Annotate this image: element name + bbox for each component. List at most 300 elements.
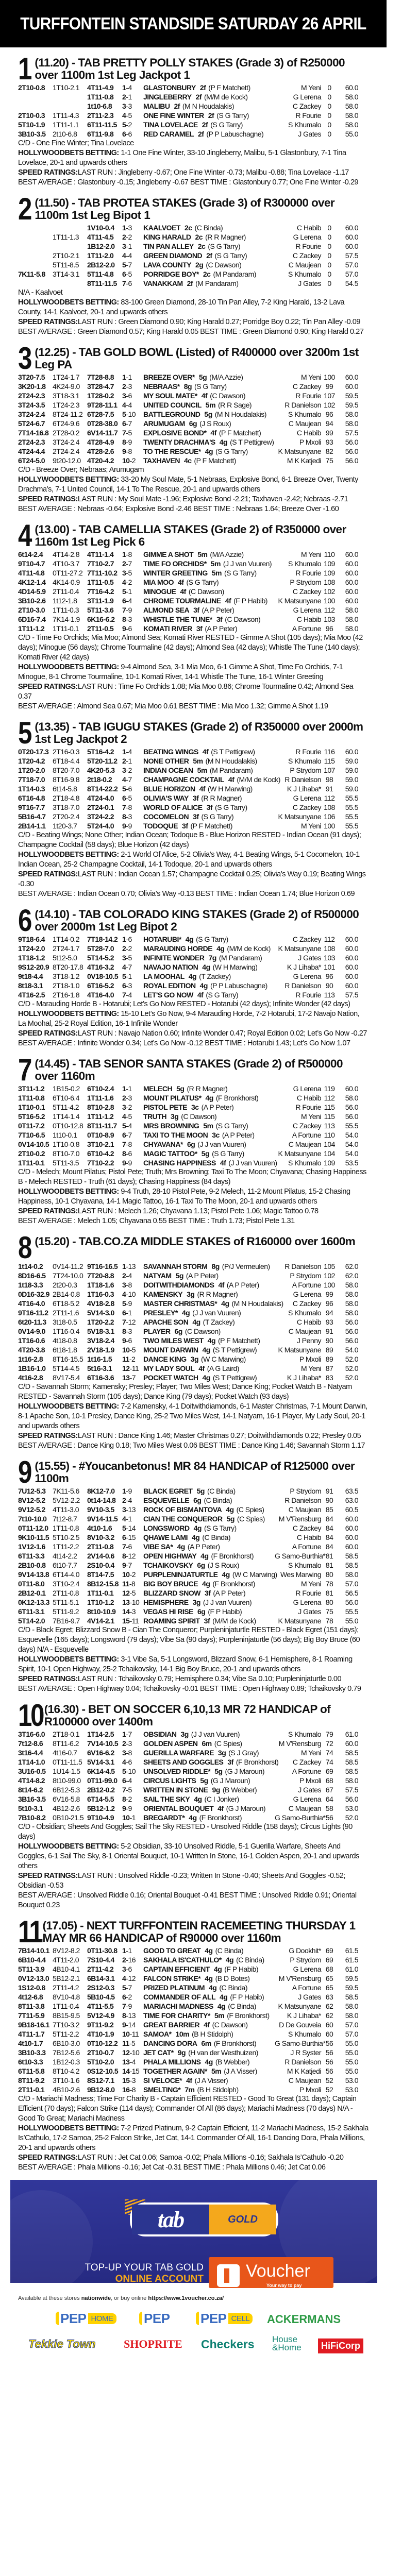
horse-name[interactable]: WORLD OF ALICE [143, 803, 203, 811]
horse-name[interactable]: MELECH [143, 1084, 173, 1093]
horse-name[interactable]: HEMISPHERE [143, 1598, 189, 1606]
draw: -3 [126, 1739, 132, 1748]
runner-horse [143, 1730, 275, 1739]
runner-row[interactable] [18, 756, 358, 766]
runner-row[interactable] [18, 129, 358, 139]
runner-row[interactable] [18, 1570, 358, 1579]
horse-name[interactable]: MY SOUL MATE* [143, 392, 197, 400]
runner-row[interactable] [18, 1505, 358, 1514]
horse-name[interactable]: ARUMUGAM [143, 419, 185, 428]
runners-table [18, 1730, 358, 1822]
horse-name[interactable]: JINGLEBERRY [143, 93, 192, 101]
runner-row[interactable] [18, 1992, 358, 2002]
best-average-line: BEST AVERAGE : Green Diamond 0.57; King Harald 0.05 BEST TIME : Green Diamond 0.90; King Harald 0.27 [18, 328, 364, 336]
availability-url-link[interactable]: https://www.1voucher.co.za/ [148, 2295, 224, 2301]
form-2: 8T20-7.0 [53, 766, 80, 774]
runner-row[interactable] [18, 1579, 358, 1588]
horse-name[interactable]: ROYAL EDITION [143, 981, 196, 990]
horse-name[interactable]: TAXI TO THE MOON [143, 1131, 208, 1139]
runner-row[interactable] [18, 962, 358, 972]
runner-row[interactable] [18, 944, 358, 953]
runner-row[interactable] [18, 1354, 358, 1364]
runner-row[interactable] [18, 1813, 358, 1822]
horse-name[interactable]: VIBE SA* [143, 1543, 173, 1551]
draw: -6 [126, 1149, 132, 1158]
runner-row[interactable] [18, 624, 358, 633]
form-3: 1t16-1.5 [87, 1355, 112, 1363]
horse-name[interactable]: FALCON STRIKE* [143, 1974, 201, 1982]
form-3: 2T11-2.3 [87, 111, 114, 120]
horse-name[interactable]: TODOQUE [143, 822, 178, 830]
horse-name[interactable]: CHYAVANA* [143, 1140, 183, 1148]
form-1: 4T16-4.0 [18, 1299, 45, 1308]
horse-name[interactable]: MARAUDING HORDE [143, 944, 213, 953]
runner-row[interactable] [18, 1121, 358, 1130]
horse-name[interactable]: TRUTH [143, 1112, 166, 1121]
horse-name[interactable]: APACHE SON [143, 1318, 189, 1326]
runner-row[interactable] [18, 1262, 358, 1271]
saddle-cloth-number: 13 [122, 2058, 130, 2066]
runner-row[interactable] [18, 1739, 358, 1748]
runner-row[interactable] [18, 1364, 358, 1373]
horse-age-sex: 6m [202, 1739, 212, 1748]
horse-name[interactable]: MOUNT PILATUS* [143, 1094, 202, 1102]
race-header [18, 1230, 368, 1265]
horse-name[interactable]: ROCK OF BISMANTOVA [143, 1505, 222, 1514]
saddle-cloth-number: 1 [122, 373, 126, 381]
runner-row[interactable] [18, 1336, 358, 1345]
runner-row[interactable] [18, 1149, 358, 1158]
runner-row[interactable] [18, 1804, 358, 1813]
runner-row[interactable] [18, 1785, 358, 1794]
runner-horse [143, 456, 275, 465]
horse-name[interactable]: KOMATI RIVER [143, 624, 192, 633]
horse-name[interactable]: MAGIC TATTOO* [143, 1149, 197, 1158]
horse-name[interactable]: UNSOLVED RIDDLE* [143, 1767, 211, 1775]
horse-name[interactable]: INFINITE WONDER [143, 954, 205, 962]
horse-name[interactable]: WINTER GREETING [143, 569, 208, 577]
horse-name[interactable]: PISTOL PETE [143, 1103, 188, 1111]
runner-row[interactable] [18, 935, 358, 944]
draw: -8 [126, 1140, 132, 1148]
runner-row[interactable] [18, 1748, 358, 1757]
horse-name[interactable]: EXPLOSIVE BOND* [143, 429, 207, 437]
runner-row[interactable] [18, 1964, 358, 1974]
weight: 59.0 [345, 757, 358, 765]
draw: -5 [129, 2039, 136, 2047]
horse-name[interactable]: ALMOND SEA [143, 606, 190, 614]
runner-row[interactable] [18, 232, 358, 242]
runner-row[interactable] [18, 1084, 358, 1093]
draw: -5 [126, 429, 132, 437]
betting-line [18, 1009, 368, 1029]
horse-name[interactable]: MIA MOO [143, 578, 174, 586]
horse-name[interactable]: PORRIDGE BOY* [143, 270, 199, 278]
runner-row[interactable] [18, 559, 358, 568]
runners-table [18, 1486, 358, 1625]
horse-name[interactable]: MALIBU [143, 102, 170, 110]
runner-row[interactable] [18, 2020, 358, 2029]
form-2: 8t10-99.0 [53, 1776, 81, 1785]
runner-row[interactable] [18, 1140, 358, 1149]
horse-name[interactable]: MASTER CHRISTMAS* [143, 1299, 217, 1308]
horse-name[interactable]: LA MOOHAL [143, 972, 185, 980]
horse-name[interactable]: NONE OTHER [143, 757, 189, 765]
runner-row[interactable] [18, 400, 358, 410]
horse-name[interactable]: TIN PAN ALLEY [143, 242, 194, 250]
horse-name[interactable]: INDIAN OCEAN [143, 766, 193, 774]
horse-name[interactable]: QHAWE LAMI [143, 1533, 188, 1541]
horse-name[interactable]: GREAT BARRIER [143, 2021, 200, 2029]
runner-row[interactable] [18, 1794, 358, 1804]
horse-name[interactable]: PHALA MILLIONS [143, 2058, 201, 2066]
horse-name[interactable]: RED CARAMEL [143, 130, 194, 138]
horse-name[interactable]: ORIENTAL BOUQUET [143, 1804, 214, 1812]
weight: 60.0 [345, 1543, 358, 1551]
horse-name[interactable]: KAMENSKY [143, 1290, 183, 1298]
runner-row[interactable] [18, 2048, 358, 2057]
tab-gold-logo [125, 2199, 279, 2234]
runner-row[interactable] [18, 747, 358, 756]
weight: 58.0 [345, 1776, 358, 1785]
horse-name[interactable]: NAVAJO NATION [143, 963, 198, 971]
horse-name[interactable]: TIME FO ORCHIDS* [143, 560, 207, 568]
merit-rating: 103 [324, 954, 335, 962]
horse-name[interactable]: GLASTONBURY [143, 83, 196, 92]
horse-name[interactable]: UNITED COUNCIL [143, 401, 202, 409]
horse-name[interactable]: VANAKKAM [143, 279, 183, 287]
runner-row[interactable] [18, 1290, 358, 1299]
runner-row[interactable] [18, 1345, 358, 1354]
horse-name[interactable]: MINOGUE [143, 587, 176, 596]
horse-name[interactable]: BIG BOY BRUCE [143, 1580, 198, 1588]
horse-name[interactable]: SHEETS AND GOGGLES [143, 1758, 224, 1766]
horse-name[interactable]: PLAYER [143, 1327, 171, 1335]
trainer: (P F Matchett) [208, 83, 250, 92]
runner-row[interactable] [18, 1523, 358, 1533]
horse-name[interactable]: PRIZED PLATINUM [143, 1984, 205, 1992]
horse-name[interactable]: BATTLEGROUND [143, 410, 200, 418]
horse-name[interactable]: PRESLEY* [143, 1309, 178, 1317]
horse-name[interactable]: MOUNT DARWIN [143, 1346, 198, 1354]
runner-row[interactable] [18, 260, 358, 269]
runner-row[interactable] [18, 242, 358, 251]
horse-name[interactable]: SI VELOCE* [143, 2076, 182, 2084]
saddle-cloth-number: 8 [122, 1327, 126, 1335]
merit-rating: 116 [324, 748, 335, 756]
horse-name[interactable]: CHROME TOURMALINE [143, 597, 221, 605]
horse-name[interactable]: BEATING WINGS [143, 748, 198, 756]
jockey: M Yeni [300, 83, 321, 92]
horse-name[interactable]: LET'S GO NOW [143, 991, 193, 999]
horse-age-sex: 2f [208, 111, 214, 120]
runner-row[interactable] [18, 953, 358, 962]
horse-name[interactable]: GOOD TO GREAT [143, 1946, 201, 1955]
runner-row[interactable] [18, 1730, 358, 1739]
runner-row[interactable] [18, 120, 358, 129]
horse-name[interactable]: VEGAS HI RISE [143, 1607, 193, 1616]
horse-name[interactable]: DANCE KING [143, 1355, 187, 1363]
horse-name[interactable]: ESQUEVELLE [143, 1496, 190, 1504]
runner-horse [143, 1757, 279, 1767]
runner-row[interactable] [18, 1271, 358, 1280]
draw: -7 [126, 963, 132, 971]
horse-age-sex: 6m [201, 2039, 211, 2047]
form-2: 2T11-0.4 [53, 587, 79, 596]
horse-name[interactable]: ROAMING SPIRIT [143, 1617, 200, 1625]
horse-name[interactable]: MRS BROWNING [143, 1122, 199, 1130]
runner-row[interactable] [18, 1598, 358, 1607]
runner-row[interactable] [18, 1317, 358, 1327]
runner-row[interactable] [18, 1093, 358, 1103]
jockey: J Penny [296, 1336, 321, 1345]
runner-row[interactable] [18, 1607, 358, 1616]
form-3: 5T28-7.0 [87, 944, 114, 953]
runner-horse [143, 935, 275, 944]
horse-name[interactable]: WHISTLE THE TUNE* [143, 615, 212, 623]
runner-row[interactable] [18, 596, 358, 605]
horse-name[interactable]: MY LADY SOUL [143, 1364, 195, 1372]
runner-row[interactable] [18, 821, 358, 831]
form-3: 1T11-1.2 [87, 1112, 114, 1121]
runner-row[interactable] [18, 972, 358, 981]
horse-name[interactable]: SAKHALA IS'CATHULO* [143, 1956, 222, 1964]
voucher-name: Voucher [246, 2261, 310, 2281]
runner-row[interactable] [18, 2029, 358, 2039]
runner-row[interactable] [18, 223, 358, 232]
runner-row[interactable] [18, 550, 358, 559]
horse-name[interactable]: NATYAM [143, 1272, 172, 1280]
horse-name[interactable]: LONGSWORD [143, 1524, 190, 1532]
runner-row[interactable] [18, 1955, 358, 1964]
runner-row[interactable] [18, 419, 358, 428]
horse-name[interactable]: DANCING DORA [143, 2039, 197, 2047]
runner-row[interactable] [18, 269, 358, 279]
runner-row[interactable] [18, 428, 358, 437]
horse-name[interactable]: NEBRAAS* [143, 382, 180, 391]
horse-name[interactable]: CHASING HAPPINESS [143, 1159, 216, 1167]
runner-row[interactable] [18, 605, 358, 615]
horse-name[interactable]: GIMME A SHOT [143, 550, 194, 558]
form-3: 5V14-3.0 [87, 1309, 114, 1317]
horse-name[interactable]: BLUE HORIZON [143, 785, 195, 793]
jockey: K J Lihaba* [287, 785, 321, 793]
runner-row[interactable] [18, 1112, 358, 1121]
runner-row[interactable] [18, 1280, 358, 1290]
horse-name[interactable]: CIAN THE CONQUEROR [143, 1515, 223, 1523]
runner-number [122, 1579, 143, 1588]
merit-rating: 75 [325, 456, 333, 465]
merit-rating: 0 [327, 279, 331, 287]
jockey: P Strydom [290, 766, 321, 774]
merit-rating: 103 [324, 615, 335, 623]
horse-name[interactable]: SMELTING* [143, 2086, 181, 2094]
runner-row[interactable] [18, 1373, 358, 1382]
runner-row[interactable] [18, 578, 358, 587]
horse-name[interactable]: ONE FINE WINTER [143, 111, 204, 120]
runner-row[interactable] [18, 251, 358, 260]
jockey: M Yeni [300, 1749, 321, 1757]
runner-row[interactable] [18, 1551, 358, 1561]
horse-name[interactable]: KING HARALD [143, 233, 191, 241]
runner-number [122, 1598, 143, 1607]
horse-name[interactable]: TWO MILES WEST [143, 1336, 204, 1345]
betting-odds: 15-10 Let’s Go Now, 9-4 Marauding Horde, 7-2 Hotarubi, 17-2 Navajo Nation, La Moohal, 25-2 Royal Edition, 16-1 Infinite Wonder [18, 1010, 360, 1028]
runner-row[interactable] [18, 775, 358, 784]
runner-row[interactable] [18, 990, 358, 999]
horse-name[interactable]: CIRCUS LIGHTS [143, 1776, 196, 1785]
runner-number [122, 242, 143, 251]
store-logo-pep-home [56, 2311, 116, 2327]
horse-name[interactable]: TCHAIKOVSKY [143, 1561, 193, 1569]
runner-row[interactable] [18, 1974, 358, 1983]
runner-row[interactable] [18, 1514, 358, 1523]
horse-name[interactable]: DOITWITHDIAMONDS [143, 1281, 214, 1289]
horse-name[interactable]: WRITTEN IN STONE [143, 1786, 208, 1794]
horse-name[interactable]: TOGETHER AGAIN* [143, 2067, 207, 2075]
runner-row[interactable] [18, 1496, 358, 1505]
horse-name[interactable]: HOTARUBI* [143, 935, 181, 943]
runner-row[interactable] [18, 1776, 358, 1785]
horse-name[interactable]: OBSIDIAN [143, 1730, 177, 1738]
runner-row[interactable] [18, 2085, 358, 2094]
runner-row[interactable] [18, 410, 358, 419]
horse-name[interactable]: OPEN HIGHWAY [143, 1552, 197, 1560]
runner-row[interactable] [18, 793, 358, 803]
form-3: 8V10-3.2 [87, 1533, 114, 1541]
horse-name[interactable]: TO THE RESCUE* [143, 447, 201, 455]
horse-name[interactable]: COCOMELON [143, 812, 189, 821]
horse-name[interactable]: SAVANNAH STORM [143, 1262, 208, 1270]
runner-row[interactable] [18, 2002, 358, 2011]
runner-row[interactable] [18, 1299, 358, 1308]
race-notes [18, 288, 368, 337]
runner-row[interactable] [18, 568, 358, 578]
runner-row[interactable] [18, 1542, 358, 1551]
runner-row[interactable] [18, 391, 358, 400]
horse-name[interactable]: TINA LOVELACE [143, 121, 198, 129]
runner-row[interactable] [18, 766, 358, 775]
runner-row[interactable] [18, 1533, 358, 1542]
merit-rating: 89 [325, 1346, 333, 1354]
runner-row[interactable] [18, 812, 358, 821]
horse-name[interactable]: GUERILLA WARFARE [143, 1749, 214, 1757]
weight: 58.0 [345, 102, 358, 110]
runner-row[interactable] [18, 2057, 358, 2066]
horse-name[interactable]: TIME FOR CHARITY* [143, 2011, 210, 2020]
runner-row[interactable] [18, 2066, 358, 2076]
horse-name[interactable]: TAXHAVEN [143, 456, 180, 465]
horse-name[interactable]: TWENTY DRACHMA'S [143, 438, 215, 446]
form-3: 8B12-15.8 [87, 1580, 119, 1588]
horse-name[interactable]: GOLDEN ASPEN [143, 1739, 198, 1748]
horse-age-sex: 10m [175, 2030, 190, 2038]
jockey: G Samo-Burthia* [275, 1814, 326, 1822]
horse-name[interactable]: MARIACHI MADNESS [143, 2002, 213, 2010]
runner-row[interactable] [18, 2039, 358, 2048]
jockey: K J Lihaba* [287, 963, 321, 971]
runner-row[interactable] [18, 437, 358, 447]
runner-row[interactable] [18, 1983, 358, 1992]
horse-name[interactable]: PURPLENINJATURTLE [143, 1570, 218, 1579]
merit-rating: 0 [327, 121, 331, 129]
jockey: J Gates [298, 279, 321, 287]
runner-row[interactable] [18, 615, 358, 624]
merit-rating: 119 [324, 1084, 335, 1093]
runner-row[interactable] [18, 382, 358, 391]
runner-row[interactable] [18, 279, 358, 288]
horse-name[interactable]: KAALVOET [143, 224, 180, 232]
merit-rating: 78 [325, 1617, 333, 1625]
form-2 [53, 92, 87, 101]
horse-name[interactable]: LAVA COUNTY [143, 261, 192, 269]
runner-row[interactable] [18, 2076, 358, 2085]
runner-row[interactable] [18, 784, 358, 793]
runner-row[interactable] [18, 1757, 358, 1767]
runner-row[interactable] [18, 1561, 358, 1570]
runner-row[interactable] [18, 1486, 358, 1496]
jockey: J R Syster [290, 2048, 321, 2057]
runner-row[interactable] [18, 456, 358, 465]
runner-number [122, 972, 143, 981]
runner-row[interactable] [18, 1767, 358, 1776]
runner-row[interactable] [18, 83, 358, 92]
weight: 55.0 [345, 2048, 358, 2057]
runner-row[interactable] [18, 981, 358, 990]
horse-age-sex: 5m [211, 569, 222, 577]
merit-rating: 100 [324, 1281, 335, 1289]
horse-name[interactable]: OLIVIA'S WAY [143, 794, 189, 802]
horse-name[interactable]: CHAMPAGNE COCKTAIL [143, 775, 224, 784]
horse-name[interactable]: CAPTAIN EFFICIENT [143, 1965, 210, 1973]
horse-name[interactable]: GREEN DIAMOND [143, 251, 203, 260]
runner-row[interactable] [18, 1130, 358, 1140]
runner-row[interactable] [18, 803, 358, 812]
horse-name[interactable]: SAMOA* [143, 2030, 172, 2038]
horse-name[interactable]: JET CAT* [143, 2048, 174, 2057]
runner-row[interactable] [18, 1308, 358, 1317]
runner-row[interactable] [18, 1103, 358, 1112]
tab-gold-advert[interactable] [10, 2180, 377, 2296]
jockey: C Habib [296, 1094, 321, 1102]
runner-row[interactable] [18, 587, 358, 596]
best-average-line: BEST AVERAGE : Open Highway 0.04; Tchaikovsky -0.01 BEST TIME : Open Highway 0.89; Tchaikovsky 0.79 [18, 1685, 361, 1693]
runner-row[interactable] [18, 372, 358, 382]
trainer: (F P Habib) [233, 597, 267, 605]
horse-name[interactable]: POCKET WATCH [143, 1374, 198, 1382]
runner-row[interactable] [18, 92, 358, 101]
form-1: 4t16-2.8 [18, 1374, 43, 1382]
runner-row[interactable] [18, 2011, 358, 2020]
runner-row[interactable] [18, 447, 358, 456]
runner-row[interactable] [18, 1588, 358, 1598]
runner-row[interactable] [18, 1946, 358, 1955]
runner-row[interactable] [18, 1158, 358, 1167]
form-3: 0T10-8.9 [87, 1131, 114, 1139]
horse-name[interactable]: BLACK EGRET [143, 1487, 193, 1495]
runner-row[interactable] [18, 111, 358, 120]
horse-name[interactable]: BLIZZARD SNOW [143, 1589, 200, 1597]
horse-name[interactable]: SAIL THE SKY [143, 1795, 190, 1803]
draw: -5 [129, 1589, 136, 1597]
form-3: 9V10-3.5 [87, 1505, 114, 1514]
runner-row[interactable] [18, 1616, 358, 1625]
horse-name[interactable]: BREGARDT* [143, 1814, 185, 1822]
runner-row[interactable] [18, 101, 358, 111]
horse-name[interactable]: COMMANDER OF ALL [143, 1993, 216, 2001]
runner-row[interactable] [18, 1327, 358, 1336]
horse-name[interactable]: BREEZE OVER* [143, 373, 195, 381]
